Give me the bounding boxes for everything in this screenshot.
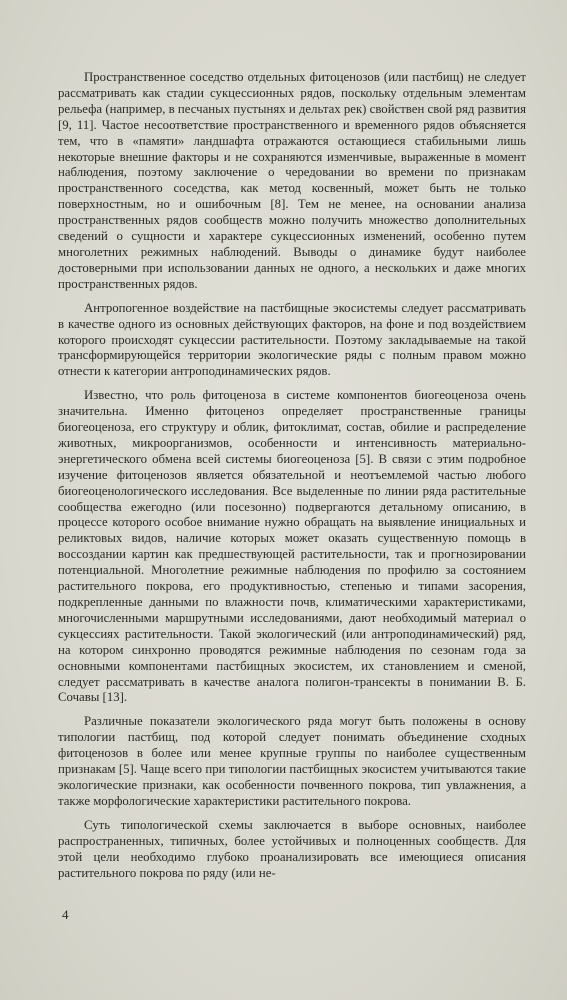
paragraph-3: Известно, что роль фитоценоза в системе компонентов биогеоценоза очень значительна. Именно фитоценоз определяет пространственные границы биогеоценоза, его структуру и облик, фитоклимат, состав, обилие и распределение животных, микроорганизмов, особенности и интенсивность материально-энергетического обмена всей системы биогеоценоза [5]. В связи с этим подробное изучение фитоценозов является обязательной и неотъемлемой частью любого биогеоценологического исследования. Все выделенные по линии ряда растительные сообщества ежегодно (или посезонно) подвергаются детальному описанию, в процессе которого особое внимание нужно обращать на выявление инициальных и реликтовых видов, наличие которых может оказать существенную помощь в воссоздании картин как предшествующей растительности, так и прогнозировании потенциальной. Многолетние режимные наблюдения по профилю за состоянием растительного покрова, его продуктивностью, степенью и типами засорения, подкрепленные данными по влажности почв, климатическими характеристиками, многочисленными маршрутными исследованиями, дают необходимый материал о сукцессиях растительности. Такой экологический (или антроподинамический) ряд, на котором синхронно проводятся режимные наблюдения по сезонам года за основными компонентами пастбищных экосистем, их становлением и сменой, следует рассматривать в качестве аналога полигон-трансекты в понимании В. Б. Сочавы [13].	[58, 388, 526, 705]
paragraph-1: Пространственное соседство отдельных фитоценозов (или пастбищ) не следует рассматривать как стадии сукцессионных рядов, поскольку отдельным элементам рельефа (например, в песчаных пустынях и дельтах рек) свойствен свой ряд развития [9, 11]. Частое несоответствие пространственного и временного рядов объясняется тем, что в «памяти» ландшафта отражаются остающиеся стабильными лишь некоторые внешние факторы и не сохраняются изменчивые, выраженные в момент наблюдения, поэтому заключение о чередовании во времени по признакам пространственного соседства, как метод косвенный, может быть не только поверхностным, но и ошибочным [8]. Тем не менее, на основании анализа пространственных рядов сообществ можно получить множество дополнительных сведений о сущности и характере сукцессионных изменений, особенно путем многолетних режимных наблюдений. Выводы о динамике будут наиболее достоверными при использовании данных не одного, а нескольких и даже многих пространственных рядов.	[58, 70, 526, 291]
paragraph-5: Суть типологической схемы заключается в выборе основных, наиболее распространенных, типичных, более устойчивых и полноценных сообществ. Для этой цели необходимо глубоко проанализировать все имеющиеся описания растительного покрова по ряду (или не-	[58, 817, 526, 880]
paragraph-2: Антропогенное воздействие на пастбищные экосистемы следует рассматривать в качестве одного из основных действующих факторов, на фоне и под воздействием которого происходят сукцессии растительности. Поэтому закладываемые на такой трансформирующейся территории экологические ряды с полным правом можно отнести к категории антроподинамических рядов.	[58, 300, 526, 379]
body-text	[58, 70, 526, 889]
page-number: 4	[62, 907, 69, 922]
paragraph-4: Различные показатели экологического ряда могут быть положены в основу типологии пастбищ, под которой следует понимать объединение сходных фитоценозов в более или менее крупные группы по наиболее существенным признакам [5]. Чаще всего при типологии пастбищных экосистем учитываются такие экологические признаки, как особенности почвенного покрова, тип увлажнения, а также морфологические характеристики растительного покрова.	[58, 714, 526, 808]
